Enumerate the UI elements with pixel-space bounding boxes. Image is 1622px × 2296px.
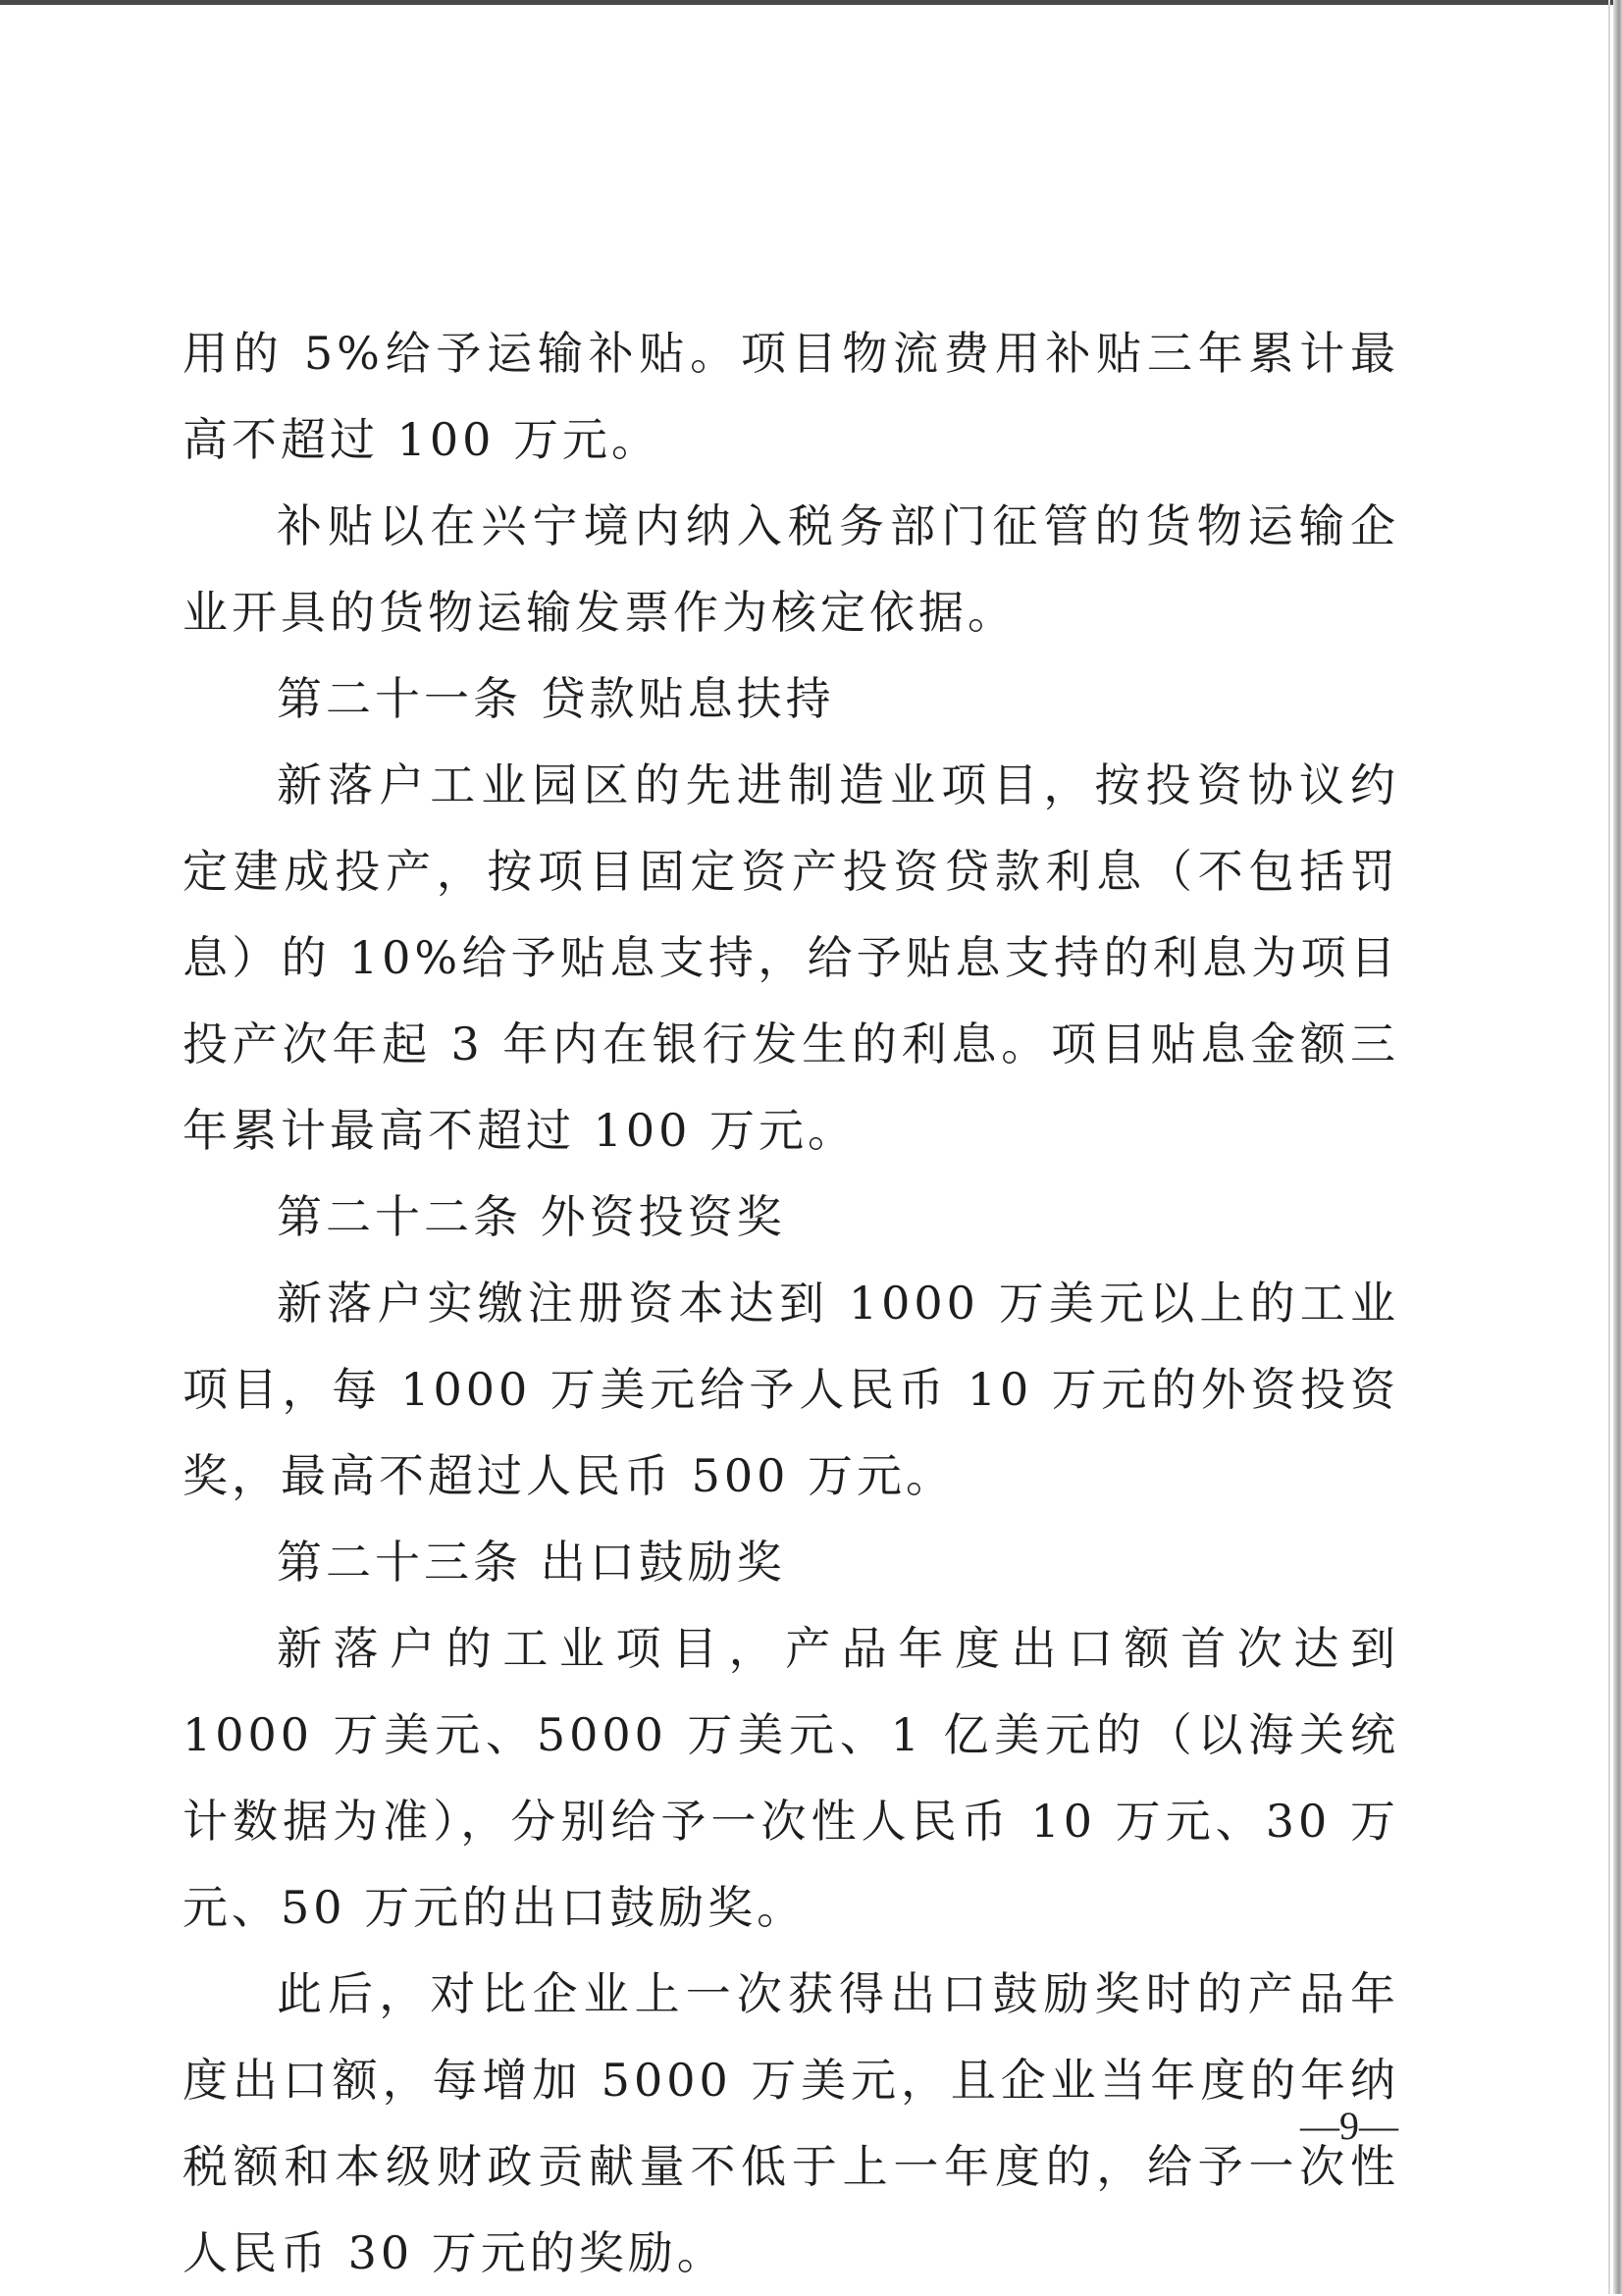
page-number: —9—	[1300, 2104, 1398, 2148]
page-edge-line	[1608, 0, 1610, 2294]
paragraph-invoice-basis: 补贴以在兴宁境内纳入税务部门征管的货物运输企业开具的货物运输发票作为核定依据。	[183, 499, 1399, 639]
page-right-border	[1613, 0, 1622, 2294]
page-top-border	[0, 0, 1622, 5]
article-21-heading: 第二十一条 贷款贴息扶持	[277, 672, 835, 725]
document-body	[183, 310, 1399, 2296]
paragraph-export-increase: 此后，对比企业上一次获得出口鼓励奖时的产品年度出口额，每增加 5000 万美元，且企业当年度的年纳税额和本级财政贡献量不低于上一年度的，给予一次性人民币 30 万元的奖励。	[183, 1967, 1399, 2279]
paragraph-loan-interest: 新落户工业园区的先进制造业项目，按投资协议约定建成投产，按项目固定资产投资贷款利息（不包括罚息）的 10%给予贴息支持，给予贴息支持的利息为项目投产次年起 3 年内在银行发生的利息。项目贴息金额三年累计最高不超过 100 万元。	[183, 758, 1399, 1157]
paragraph-foreign-investment: 新落户实缴注册资本达到 1000 万美元以上的工业项目，每 1000 万美元给予人民币 10 万元的外资投资奖，最高不超过人民币 500 万元。	[183, 1277, 1399, 1502]
article-22-heading: 第二十二条 外资投资奖	[277, 1190, 786, 1243]
article-23-heading: 第二十三条 出口鼓励奖	[277, 1536, 786, 1589]
paragraph-transport-subsidy-cont: 用的 5%给予运输补贴。项目物流费用补贴三年累计最高不超过 100 万元。	[183, 327, 1399, 466]
paragraph-export-award: 新落户的工业项目，产品年度出口额首次达到 1000 万美元、5000 万美元、1 亿美元的（以海关统计数据为准），分别给予一次性人民币 10 万元、30 万元、50 万元的出口鼓励奖。	[183, 1622, 1399, 1934]
